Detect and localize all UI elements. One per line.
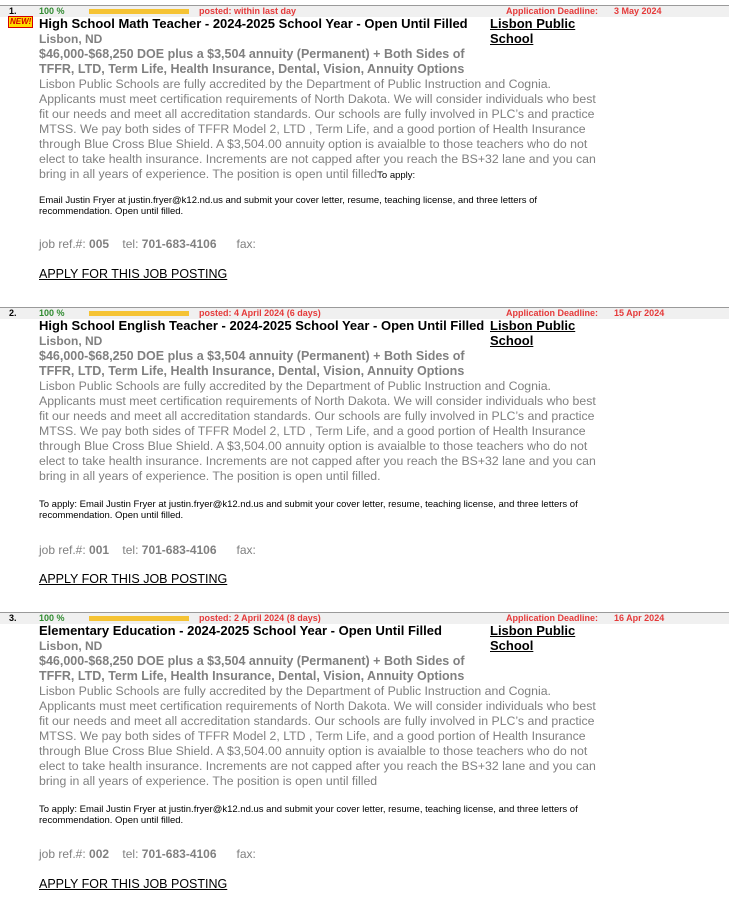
job-listing [0, 612, 729, 899]
posted-date: posted: 4 April 2024 (6 days) [199, 308, 321, 318]
job-description [39, 684, 604, 826]
ref-label: job ref.#: [39, 847, 86, 861]
fax-label: fax: [236, 847, 256, 861]
job-listing [0, 307, 729, 597]
school-link[interactable]: Lisbon Public School [490, 16, 576, 46]
deadline-date: 3 May 2024 [614, 6, 662, 16]
fax-label: fax: [236, 237, 256, 251]
contact-row [39, 237, 256, 251]
new-badge: NEW! [10, 17, 32, 26]
ref-label: job ref.#: [39, 237, 86, 251]
match-bar-fill [89, 9, 189, 14]
apply-link[interactable]: APPLY FOR THIS JOB POSTING [39, 877, 228, 891]
listing-number: 2. [9, 308, 17, 318]
ref-number: 001 [89, 543, 110, 557]
job-location: Lisbon, ND [39, 32, 103, 46]
tel-label: tel: [122, 847, 139, 861]
match-percent: 100 % [39, 613, 65, 623]
tel-number: 701-683-4106 [141, 847, 217, 861]
apply-link[interactable]: APPLY FOR THIS JOB POSTING [39, 267, 228, 281]
job-location: Lisbon, ND [39, 639, 103, 653]
ref-number: 005 [89, 237, 110, 251]
job-description [39, 379, 604, 521]
description-text: Lisbon Public Schools are fully accredited by the Department of Public Instruction and Cognia. Applicants must meet certification requirements of North Dakota. We will consider individuals who best fit our needs and meet all accreditation standards. Our schools are fully involved in PLC’s and practice MTSS. We pay both sides of TFFR Model 2, LTD , Term Life, and a good portion of Health Insurance through Blue Cross Blue Shield. A $3,504.00 annuity option is avaialble to those teachers who do not elect to take health insurance. Increments are not capped after you reach the BS+32 lane and you can bring in all years of experience. The position is open until filled [39, 77, 596, 181]
deadline-label: Application Deadline: [506, 6, 599, 16]
listing-number: 1. [9, 6, 17, 16]
ref-number: 002 [89, 847, 110, 861]
apply-inline-label: To apply: [377, 170, 416, 181]
contact-row [39, 543, 256, 557]
deadline-label: Application Deadline: [506, 308, 599, 318]
match-percent: 100 % [39, 6, 65, 16]
job-description [39, 77, 604, 217]
job-title[interactable]: High School Math Teacher - 2024-2025 School Year - Open Until Filled [39, 16, 468, 31]
salary-text: $46,000-$68,250 DOE plus a $3,504 annuity (Permanent) + Both Sides of TFFR, LTD, Term Life, Health Insurance, Dental, Vision, Annuity Options [39, 654, 465, 683]
tel-number: 701-683-4106 [141, 543, 217, 557]
match-bar [89, 311, 189, 316]
tel-number: 701-683-4106 [141, 237, 217, 251]
match-bar-fill [89, 616, 189, 621]
tel-label: tel: [122, 543, 139, 557]
contact-row [39, 847, 256, 861]
match-bar [89, 616, 189, 621]
apply-instructions: To apply: Email Justin Fryer at justin.fryer@k12.nd.us and submit your cover letter, resume, teaching license, and three letters of recommendation. Open until filled. [39, 804, 578, 826]
salary-text: $46,000-$68,250 DOE plus a $3,504 annuity (Permanent) + Both Sides of TFFR, LTD, Term Life, Health Insurance, Dental, Vision, Annuity Options [39, 349, 465, 378]
job-title[interactable]: High School English Teacher - 2024-2025 School Year - Open Until Filled [39, 318, 485, 333]
apply-instructions: Email Justin Fryer at justin.fryer@k12.nd.us and submit your cover letter, resume, teaching license, and three letters of recommendation. Open until filled. [39, 195, 538, 217]
school-link[interactable]: Lisbon Public School [490, 623, 576, 653]
match-bar-fill [89, 311, 189, 316]
match-bar [89, 9, 189, 14]
job-listing [0, 5, 729, 295]
deadline-date: 15 Apr 2024 [614, 308, 665, 318]
description-text: Lisbon Public Schools are fully accredited by the Department of Public Instruction and Cognia. Applicants must meet certification requirements of North Dakota. We will consider individuals who best fit our needs and meet all accreditation standards. Our schools are fully involved in PLC’s and practice MTSS. We pay both sides of TFFR Model 2, LTD , Term Life, and a good portion of Health Insurance through Blue Cross Blue Shield. A $3,504.00 annuity option is avaialble to those teachers who do not elect to take health insurance. Increments are not capped after you reach the BS+32 lane and you can bring in all years of experience. The position is open until filled [39, 684, 596, 788]
job-location: Lisbon, ND [39, 334, 103, 348]
school-link[interactable]: Lisbon Public School [490, 318, 576, 348]
posted-date: posted: within last day [199, 6, 297, 16]
salary-text: $46,000-$68,250 DOE plus a $3,504 annuity (Permanent) + Both Sides of TFFR, LTD, Term Life, Health Insurance, Dental, Vision, Annuity Options [39, 47, 465, 76]
description-text: Lisbon Public Schools are fully accredited by the Department of Public Instruction and Cognia. Applicants must meet certification requirements of North Dakota. We will consider individuals who best fit our needs and meet all accreditation standards. Our schools are fully involved in PLC’s and practice MTSS. We pay both sides of TFFR Model 2, LTD , Term Life, and a good portion of Health Insurance through Blue Cross Blue Shield. A $3,504.00 annuity option is avaialble to those teachers who do not elect to take health insurance. Increments are not capped after you reach the BS+32 lane and you can bring in all years of experience. The position is open until filled. [39, 379, 596, 483]
apply-instructions: To apply: Email Justin Fryer at justin.fryer@k12.nd.us and submit your cover letter, resume, teaching license, and three letters of recommendation. Open until filled. [39, 499, 578, 521]
deadline-date: 16 Apr 2024 [614, 613, 665, 623]
job-title[interactable]: Elementary Education - 2024-2025 School Year - Open Until Filled [39, 623, 442, 638]
listing-number: 3. [9, 613, 17, 623]
apply-link[interactable]: APPLY FOR THIS JOB POSTING [39, 572, 228, 586]
deadline-label: Application Deadline: [506, 613, 599, 623]
fax-label: fax: [236, 543, 256, 557]
ref-label: job ref.#: [39, 543, 86, 557]
posted-date: posted: 2 April 2024 (8 days) [199, 613, 321, 623]
match-percent: 100 % [39, 308, 65, 318]
tel-label: tel: [122, 237, 139, 251]
